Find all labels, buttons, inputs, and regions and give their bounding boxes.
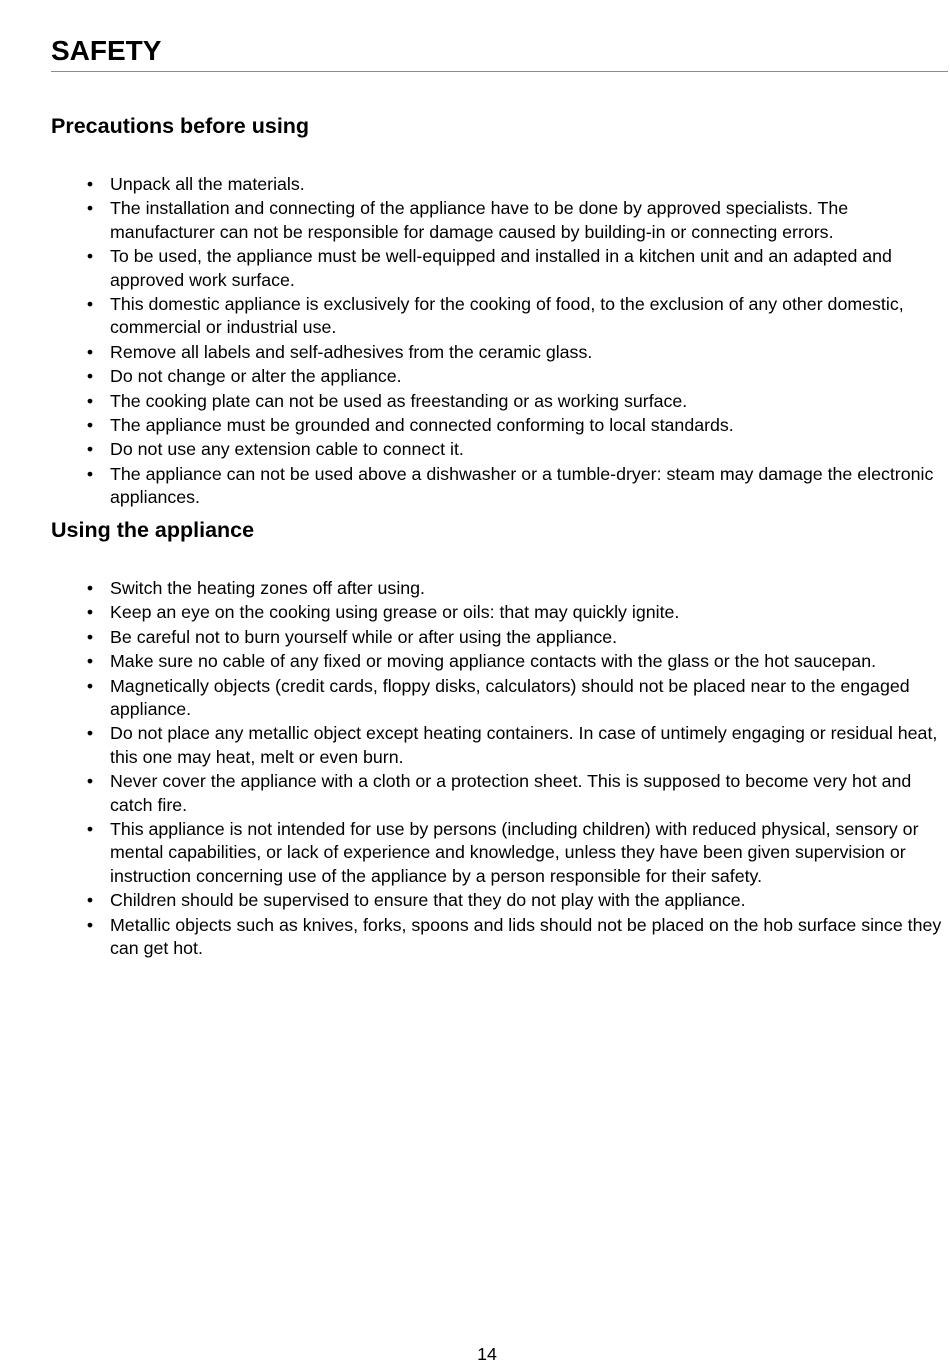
- list-item: [0, 577, 950, 600]
- list-item: [0, 245, 950, 292]
- bullet-icon: •: [86, 819, 94, 840]
- list-item-text: To be used, the appliance must be well-equipped and installed in a kitchen unit and an adapted and approved work surface.: [110, 246, 892, 290]
- list-item-text: Do not change or alter the appliance.: [110, 366, 402, 387]
- bullet-icon: •: [86, 675, 94, 696]
- title-divider: [51, 71, 948, 72]
- bullet-icon: •: [86, 626, 94, 647]
- list-item: [0, 889, 950, 912]
- list-item: [0, 914, 950, 961]
- bullet-icon: •: [86, 415, 94, 436]
- list-item-text: Remove all labels and self-adhesives from the ceramic glass.: [110, 341, 593, 362]
- list-item: [0, 365, 950, 388]
- list-item-text: Metallic objects such as knives, forks, spoons and lids should not be placed on the hob surface since they can get hot.: [110, 914, 942, 959]
- list-item-text: The installation and connecting of the appliance have to be done by approved specialists. The manufacturer can not be responsible for damage caused by building-in or connecting errors.: [110, 198, 849, 242]
- list-item: [0, 390, 950, 413]
- bullet-icon: •: [86, 578, 94, 598]
- list-item-text: Children should be supervised to ensure that they do not play with the appliance.: [110, 890, 746, 911]
- list-item-text: This appliance is not intended for use by persons (including children) with reduced physical, sensory or mental capabilities, or lack of experience and knowledge, unless they have been given supervision or instruction concerning use of the appliance by a person responsible for their safety.: [110, 819, 919, 886]
- list-item-text: The appliance can not be used above a dishwasher or a tumble-dryer: steam may damage the electronic appliances.: [110, 463, 934, 508]
- list-item-text: Never cover the appliance with a cloth or a protection sheet. This is supposed to become very hot and catch fire.: [110, 771, 912, 815]
- section-heading-using: Using the appliance: [51, 518, 255, 542]
- bullet-icon: •: [86, 366, 94, 387]
- bullet-icon: •: [86, 602, 94, 623]
- list-item: [0, 722, 950, 769]
- list-item-text: Keep an eye on the cooking using grease or oils: that may quickly ignite.: [110, 602, 680, 623]
- bullet-icon: •: [86, 174, 94, 194]
- bullet-icon: •: [86, 341, 94, 362]
- bullet-icon: •: [86, 771, 94, 792]
- bullet-icon: •: [86, 914, 94, 935]
- list-item-text: Do not use any extension cable to connect it.: [110, 439, 464, 460]
- list-item-text: Make sure no cable of any fixed or moving appliance contacts with the glass or the hot saucepan.: [110, 651, 877, 672]
- page-title: SAFETY: [51, 35, 162, 66]
- list-item-text: Magnetically objects (credit cards, floppy disks, calculators) should not be placed near to the engaged appliance.: [110, 675, 910, 720]
- list-item-text: This domestic appliance is exclusively for the cooking of food, to the exclusion of any other domestic, commercial or industrial use.: [110, 294, 904, 338]
- list-item-text: Switch the heating zones off after using.: [110, 578, 425, 598]
- list-item: [0, 463, 950, 510]
- list-item: [0, 293, 950, 340]
- list-item: [0, 818, 950, 888]
- bullet-icon: •: [86, 246, 94, 267]
- bullet-icon: •: [86, 294, 94, 315]
- list-item: [0, 197, 950, 244]
- list-item: [0, 675, 950, 722]
- bullet-icon: •: [86, 439, 94, 460]
- using-list: [0, 577, 950, 962]
- list-item-text: Be careful not to burn yourself while or after using the appliance.: [110, 626, 618, 647]
- section-heading-precautions: Precautions before using: [51, 114, 310, 138]
- list-item: [0, 650, 950, 673]
- bullet-icon: •: [86, 463, 94, 484]
- list-item: [0, 770, 950, 817]
- list-item-text: The appliance must be grounded and connected conforming to local standards.: [110, 415, 734, 436]
- bullet-icon: •: [86, 651, 94, 672]
- list-item: [0, 601, 950, 624]
- list-item: [0, 173, 950, 196]
- page-number: 14: [477, 1344, 497, 1364]
- list-item-text: Unpack all the materials.: [110, 174, 305, 194]
- list-item: [0, 438, 950, 461]
- list-item: [0, 414, 950, 437]
- list-item-text: The cooking plate can not be used as freestanding or as working surface.: [110, 390, 688, 411]
- precautions-list: [0, 173, 950, 511]
- bullet-icon: •: [86, 723, 94, 744]
- list-item-text: Do not place any metallic object except heating containers. In case of untimely engaging or residual heat, this one may heat, melt or even burn.: [110, 723, 938, 767]
- bullet-icon: •: [86, 198, 94, 219]
- list-item: [0, 626, 950, 649]
- bullet-icon: •: [86, 390, 94, 411]
- list-item: [0, 341, 950, 364]
- bullet-icon: •: [86, 890, 94, 911]
